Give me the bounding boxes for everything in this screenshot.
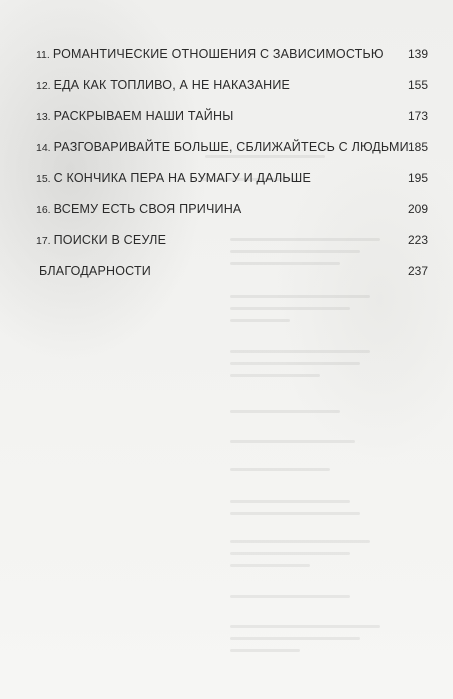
toc-entry-page: 185 — [407, 140, 428, 154]
toc-entry-title: 14. РАЗГОВАРИВАЙТЕ БОЛЬШЕ, СБЛИЖАЙТЕСЬ С ЛЮДЬМИ — [36, 140, 409, 154]
toc-entry — [36, 100, 428, 131]
toc-entry — [36, 131, 428, 162]
table-of-contents — [36, 38, 428, 287]
toc-entry-number: 15. — [36, 173, 51, 185]
toc-entry-number: 12. — [36, 80, 51, 92]
toc-entry — [36, 69, 428, 100]
toc-entry — [36, 38, 428, 69]
toc-entry-page: 209 — [407, 202, 428, 216]
toc-entry — [36, 224, 428, 255]
toc-entry-page: 139 — [407, 47, 428, 61]
toc-entry — [36, 162, 428, 193]
toc-entry-title: 16. ВСЕМУ ЕСТЬ СВОЯ ПРИЧИНА — [36, 202, 242, 216]
toc-entry-title: 15. С КОНЧИКА ПЕРА НА БУМАГУ И ДАЛЬШЕ — [36, 171, 312, 185]
toc-entry-page: 155 — [407, 78, 428, 92]
toc-entry-page: 223 — [407, 233, 428, 247]
toc-entry-number: 11. — [36, 49, 50, 61]
toc-entry-number: 14. — [36, 142, 51, 154]
toc-entry — [36, 193, 428, 224]
toc-entry-number: 16. — [36, 204, 51, 216]
toc-entry — [36, 255, 428, 287]
toc-entry-title: БЛАГОДАРНОСТИ — [39, 264, 151, 278]
toc-entry-title: 17. ПОИСКИ В СЕУЛЕ — [36, 233, 167, 247]
toc-entry-page: 195 — [407, 171, 428, 185]
toc-entry-page: 173 — [407, 109, 428, 123]
toc-entry-title: 11. РОМАНТИЧЕСКИЕ ОТНОШЕНИЯ С ЗАВИСИМОСТЬЮ — [36, 47, 384, 61]
toc-entry-page: 237 — [407, 264, 428, 278]
toc-entry-title: 13. РАСКРЫВАЕМ НАШИ ТАЙНЫ — [36, 109, 234, 123]
toc-entry-number: 17. — [36, 235, 51, 247]
toc-entry-number: 13. — [36, 111, 51, 123]
toc-entry-title: 12. ЕДА КАК ТОПЛИВО, А НЕ НАКАЗАНИЕ — [36, 78, 291, 92]
